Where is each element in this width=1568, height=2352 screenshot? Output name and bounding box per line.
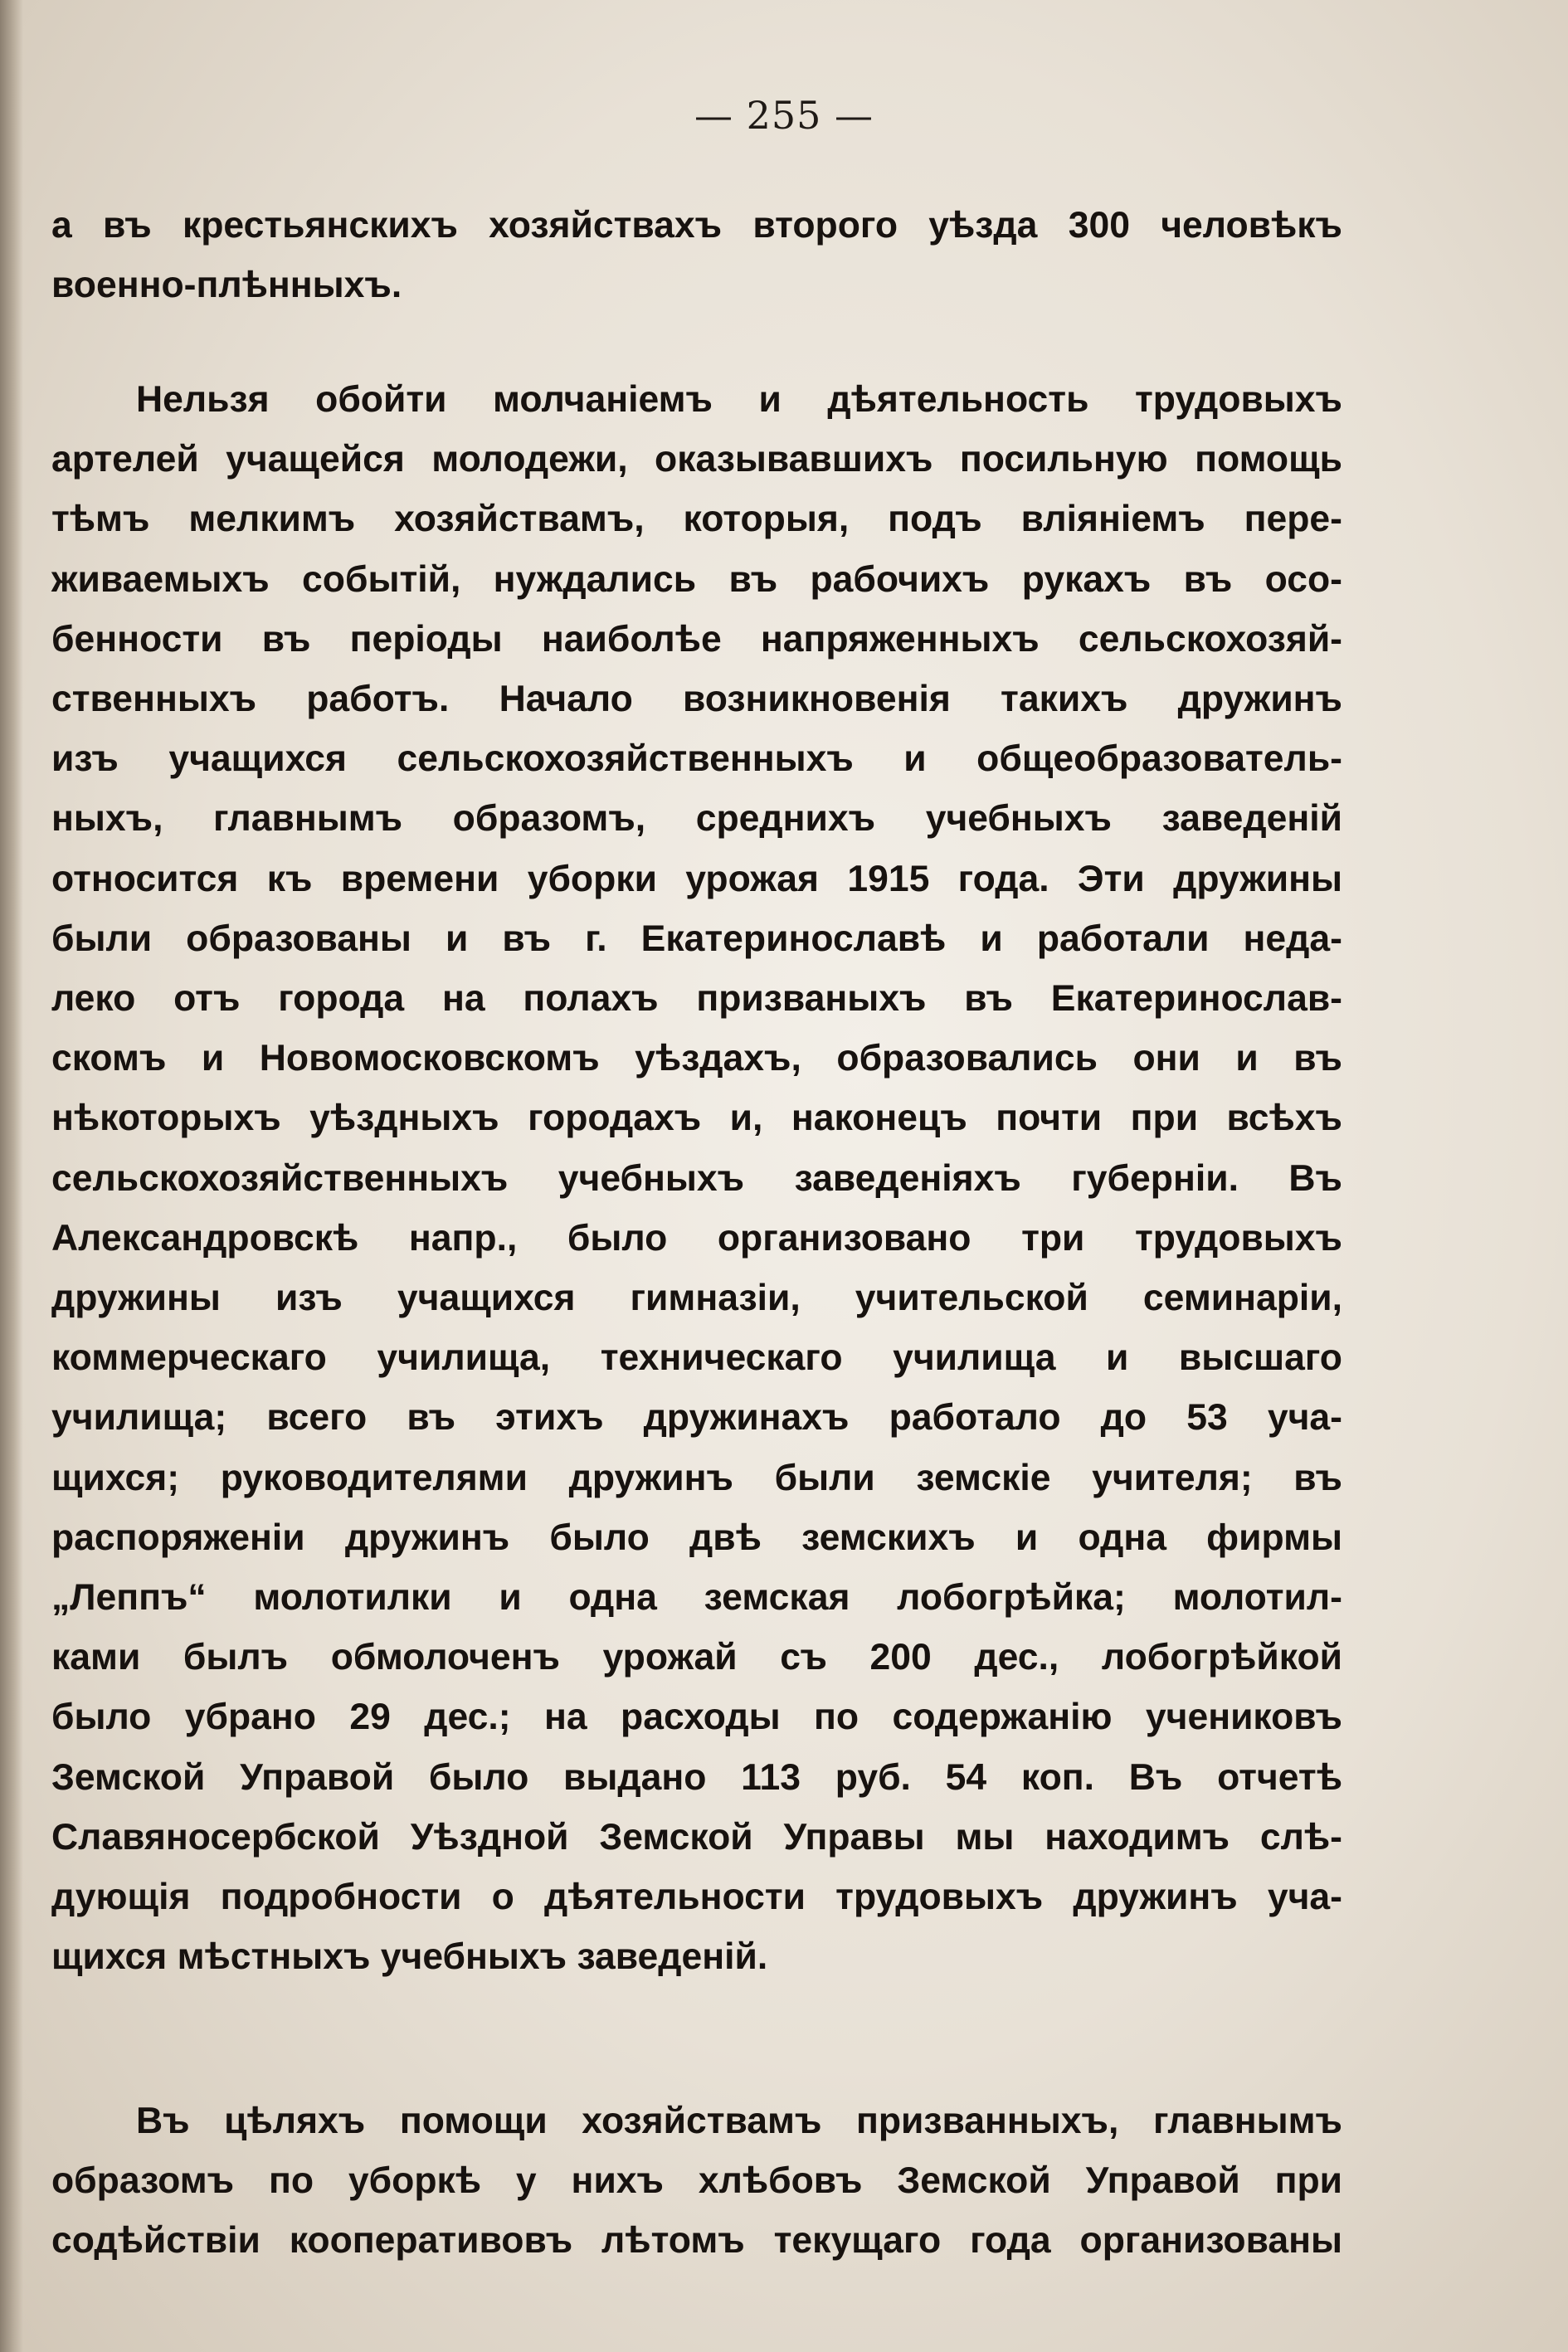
- text-line: образомъ по уборкѣ у нихъ хлѣбовъ Земской Управой при: [51, 2160, 1342, 2202]
- text-line: скомъ и Новомосковскомъ уѣздахъ, образовались они и въ: [51, 1038, 1342, 1079]
- text-line: бенности въ періоды наиболѣе напряженныхъ сельскохозяй-: [51, 618, 1342, 660]
- text-line: относится къ времени уборки урожая 1915 года. Эти дружины: [51, 858, 1342, 899]
- text-line: Нельзя обойти молчаніемъ и дѣятельность трудовыхъ: [136, 379, 1342, 420]
- text-line: сельскохозяйственныхъ учебныхъ заведеніяхъ губерніи. Въ: [51, 1157, 1342, 1199]
- text-line: Александровскѣ напр., было организовано три трудовыхъ: [51, 1217, 1342, 1259]
- text-line: Въ цѣляхъ помощи хозяйствамъ призванныхъ, главнымъ: [136, 2101, 1342, 2141]
- text-line: дружины изъ учащихся гимназіи, учительской семинаріи,: [51, 1278, 1342, 1319]
- text-line: было убрано 29 дес.; на расходы по содержанію учениковъ: [51, 1697, 1342, 1738]
- paragraph-3: [51, 2091, 1342, 2272]
- page-binding-shadow: [0, 0, 23, 2352]
- text-line: Славяносербской Уѣздной Земской Управы мы находимъ слѣ-: [51, 1816, 1342, 1858]
- text-line: содѣйствіи кооперативовъ лѣтомъ текущаго года организованы: [51, 2220, 1342, 2262]
- text-line: училища; всего въ этихъ дружинахъ работало до 53 уча-: [51, 1397, 1342, 1439]
- text-line: ками былъ обмолоченъ урожай съ 200 дес., лобогрѣйкой: [51, 1637, 1342, 1678]
- text-line: а въ крестьянскихъ хозяйствахъ второго уѣзда 300 человѣкъ: [51, 205, 1342, 246]
- text-line: коммерческаго училища, техническаго училища и высшаго: [51, 1337, 1342, 1379]
- text-line: ственныхъ работъ. Начало возникновенія такихъ дружинъ: [51, 679, 1342, 720]
- text-line: дующія подробности о дѣятельности трудовыхъ дружинъ уча-: [51, 1877, 1342, 1918]
- text-line: щихся; руководителями дружинъ были земскіе учителя; въ: [51, 1457, 1342, 1498]
- text-line: живаемыхъ событій, нуждались въ рабочихъ рукахъ въ осо-: [51, 558, 1342, 600]
- text-line: Земской Управой было выдано 113 руб. 54 коп. Въ отчетѣ: [51, 1756, 1342, 1798]
- text-line: были образованы и въ г. Екатеринославѣ и работали неда-: [51, 918, 1342, 959]
- text-line: артелей учащейся молодежи, оказывавшихъ посильную помощь: [51, 439, 1342, 480]
- text-line: ныхъ, главнымъ образомъ, среднихъ учебныхъ заведеній: [51, 798, 1342, 840]
- text-line: изъ учащихся сельскохозяйственныхъ и общеобразователь-: [51, 738, 1342, 780]
- text-line: тѣмъ мелкимъ хозяйствамъ, которыя, подъ вліяніемъ пере-: [51, 499, 1342, 540]
- paragraph-1: [51, 196, 1342, 315]
- page-number: — 255 —: [694, 93, 874, 138]
- paragraph-2: [51, 370, 1342, 1987]
- text-line: леко отъ города на полахъ призваныхъ въ Екатеринослав-: [51, 978, 1342, 1020]
- text-line: нѣкоторыхъ уѣздныхъ городахъ и, наконецъ почти при всѣхъ: [51, 1098, 1342, 1139]
- text-line: распоряженіи дружинъ было двѣ земскихъ и одна фирмы: [51, 1517, 1342, 1558]
- text-line: щихся мѣстныхъ учебныхъ заведеній.: [51, 1936, 768, 1978]
- text-line: военно-плѣнныхъ.: [51, 265, 402, 306]
- text-line: „Леппъ“ молотилки и одна земская лобогрѣйка; молотил-: [51, 1577, 1342, 1619]
